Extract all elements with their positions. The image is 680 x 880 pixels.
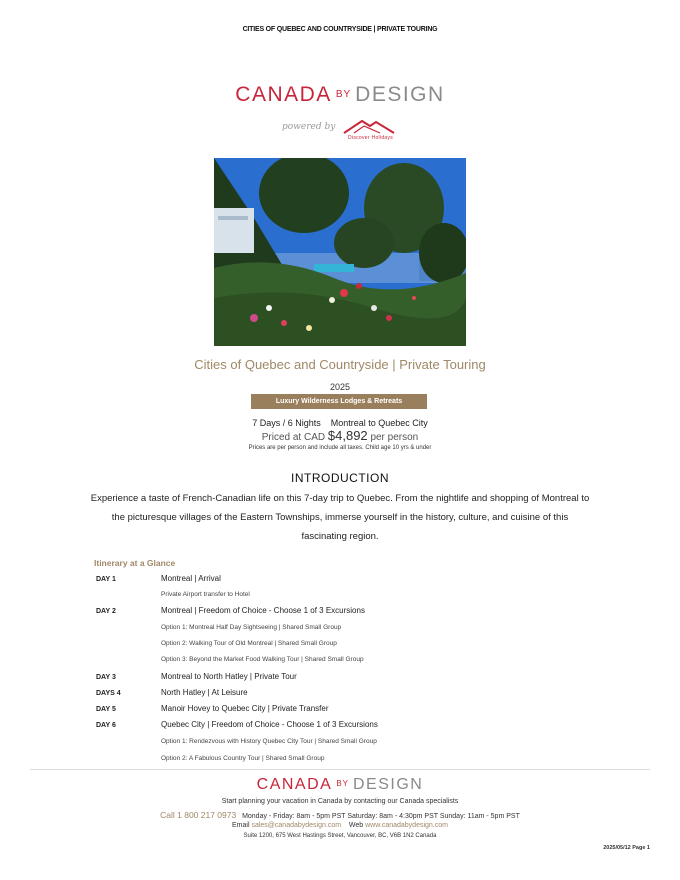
brand-by: BY bbox=[335, 89, 352, 100]
partner-name: Discover Holidays bbox=[348, 135, 394, 141]
day-title: North Hatley | At Leisure bbox=[161, 688, 248, 697]
day-detail: Private Airport transfer to Hotel bbox=[161, 591, 250, 598]
itinerary-day bbox=[96, 720, 378, 729]
email-label: Email bbox=[232, 822, 250, 829]
day-title: Montreal to North Hatley | Private Tour bbox=[161, 672, 297, 681]
page-number: 2025/05/12 Page 1 bbox=[603, 845, 650, 851]
day-label: DAY 6 bbox=[96, 722, 116, 729]
footer-brand-logo bbox=[0, 776, 680, 794]
itinerary-day bbox=[96, 606, 365, 615]
intro-heading: INTRODUCTION bbox=[291, 471, 389, 485]
category-badge: Luxury Wilderness Lodges & Retreats bbox=[251, 394, 427, 409]
day-title: Quebec City | Freedom of Choice - Choose 1 of 3 Excursions bbox=[161, 720, 378, 729]
trip-route: Montreal to Quebec City bbox=[330, 418, 428, 428]
price-fineprint: Prices are per person and include all taxes. Child age 10 yrs & under bbox=[248, 445, 432, 451]
day-detail: Option 1: Montreal Half Day Sightseeing | Shared Small Group bbox=[161, 624, 342, 631]
brand-by: BY bbox=[336, 779, 349, 788]
day-detail: Option 2: A Fabulous Country Tour | Shared Small Group bbox=[161, 755, 325, 762]
email-link[interactable]: sales@canadabydesign.com bbox=[251, 822, 342, 829]
itinerary-day bbox=[96, 688, 248, 697]
trip-duration: 7 Days / 6 Nights bbox=[252, 418, 321, 428]
brand-part2: DESIGN bbox=[355, 83, 445, 106]
footer-tagline: Start planning your vacation in Canada by contacting our Canada specialists bbox=[221, 798, 459, 805]
itinerary-day bbox=[96, 574, 221, 583]
powered-by-logo bbox=[280, 117, 410, 145]
day-label: DAY 1 bbox=[96, 576, 116, 583]
day-title: Montreal | Arrival bbox=[161, 574, 221, 583]
trip-facts bbox=[0, 418, 680, 428]
day-title: Montreal | Freedom of Choice - Choose 1 of 3 Excursions bbox=[161, 606, 365, 615]
day-label: DAY 5 bbox=[96, 706, 116, 713]
day-label: DAY 2 bbox=[96, 608, 116, 615]
brand-part2: DESIGN bbox=[353, 776, 424, 793]
price-amount: $4,892 bbox=[327, 428, 368, 443]
day-detail: Option 1: Rendezvous with History Quebec City Tour | Shared Small Group bbox=[161, 738, 377, 745]
hero-photo bbox=[214, 158, 466, 346]
trip-title: Cities of Quebec and Countryside | Private Touring bbox=[194, 357, 486, 372]
footer-links-line bbox=[0, 822, 680, 829]
web-link[interactable]: www.canadabydesign.com bbox=[365, 822, 448, 829]
trip-year: 2025 bbox=[329, 382, 351, 392]
trip-price bbox=[0, 428, 680, 443]
price-suffix: per person bbox=[370, 432, 419, 443]
itinerary-heading: Itinerary at a Glance bbox=[94, 558, 176, 568]
footer-divider bbox=[30, 769, 650, 770]
footer-contact-line bbox=[0, 810, 680, 820]
day-detail: Option 3: Beyond the Market Food Walking Tour | Shared Small Group bbox=[161, 656, 364, 663]
itinerary-day bbox=[96, 672, 297, 681]
price-prefix: Priced at CAD bbox=[261, 432, 326, 443]
powered-by-label: powered by bbox=[282, 122, 336, 132]
footer-hours: Monday - Friday: 8am - 5pm PST Saturday: 8am - 4:30pm PST Sunday: 11am - 5pm PST bbox=[242, 813, 520, 820]
day-detail: Option 2: Walking Tour of Old Montreal | Shared Small Group bbox=[161, 640, 337, 647]
brand-logo bbox=[0, 83, 680, 107]
day-title: Manoir Hovey to Quebec City | Private Transfer bbox=[161, 704, 329, 713]
web-label: Web bbox=[348, 822, 364, 829]
document-header-title: CITIES OF QUEBEC AND COUNTRYSIDE | PRIVATE TOURING bbox=[242, 26, 438, 33]
mountain-icon bbox=[340, 117, 400, 135]
brand-part1: CANADA bbox=[235, 83, 332, 106]
brand-part1: CANADA bbox=[256, 776, 333, 793]
itinerary-day bbox=[96, 704, 328, 713]
phone-link[interactable]: Call 1 800 217 0973 bbox=[160, 810, 237, 820]
intro-text: Experience a taste of French-Canadian life on this 7-day trip to Quebec. From the nightlife and shopping of Montreal to the picturesque villages of the Eastern Townships, immerse yourself in the history, culture, and cuisine of this fascinating region. bbox=[90, 493, 590, 542]
day-label: DAY 3 bbox=[96, 674, 116, 681]
footer-address: Suite 1200, 675 West Hastings Street, Vancouver, BC, V6B 1N2 Canada bbox=[243, 833, 437, 839]
day-label: DAYS 4 bbox=[96, 690, 121, 697]
